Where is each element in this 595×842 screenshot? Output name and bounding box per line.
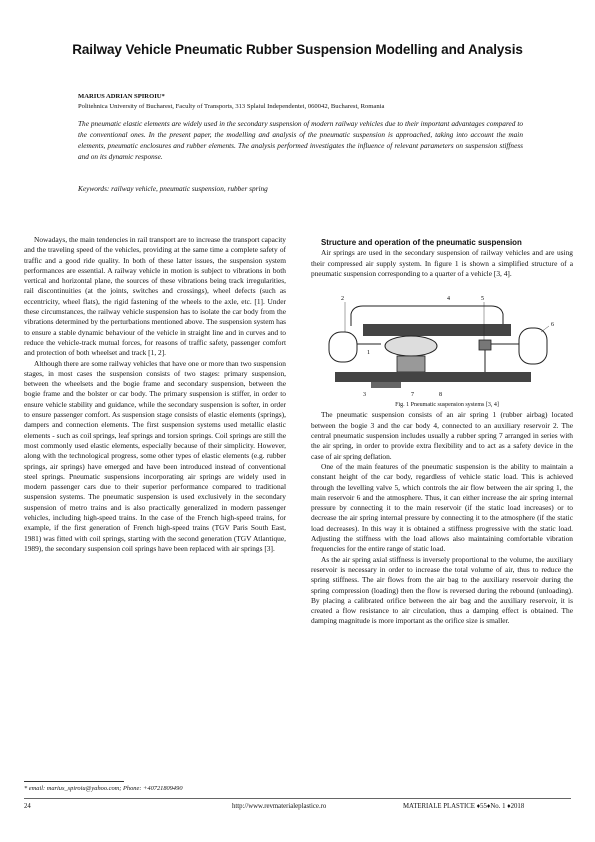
label-4: 4 (447, 296, 450, 303)
label-3: 3 (363, 392, 366, 399)
footnote-divider (24, 781, 124, 782)
label-5: 5 (481, 296, 484, 303)
left-column (24, 235, 286, 554)
journal-url: http://www.revmaterialeplastice.ro (232, 803, 327, 810)
figure-caption: Fig. 1 Pneumatic suspension systems [3, 4] (395, 402, 499, 409)
label-7: 7 (411, 392, 414, 399)
section-heading: Structure and operation of the pneumatic suspension (321, 238, 522, 247)
bogie-support (371, 382, 401, 388)
body-paragraph: The pneumatic suspension consists of an air spring 1 (rubber airbag) located between the bogie 3 and the car body 4, connected to an auxiliary reservoir 2. The central pneumatic suspension includes usually a rubber spring 7 arranged in series with the air spring, in order to provide extra flexibility and to act as a safety device in the case of air spring deflation. (311, 410, 573, 461)
car-body-outline (351, 306, 503, 326)
page-number: 24 (24, 803, 31, 810)
body-paragraph: Air springs are used in the secondary suspension of railway vehicles and are using their compressed air supply system. In figure 1 is shown a simplified structure of a pneumatic suspension corresponding to a quarter of a vehicle [3, 4]. (311, 248, 573, 278)
body-paragraph: One of the main features of the pneumatic suspension is the ability to maintain a constant height of the car body, regardless of vehicle static load. This is achieved through the levelling valve 5, which controls the air flow between the air spring 1, the main reservoir 6 and the atmosphere. Thus, it can either increase the air spring internal pressure by connecting it to the main reservoir (if the static load increases) or to decrease the air spring internal pressure by connecting it to the atmosphere (if the static load decreases). In this way it is obtained a stiffness progressive with the static load. Adjusting the stiffness with the load allows also maintaining comfortable vibration frequencies for the entire range of static load. (311, 461, 573, 554)
label-6: 6 (551, 322, 554, 329)
journal-citation: MATERIALE PLASTICE ♦55♦No. 1 ♦2018 (403, 803, 525, 810)
label-1: 1 (367, 350, 370, 357)
levelling-valve (479, 340, 491, 350)
body-paragraph: Nowadays, the main tendencies in rail transport are to increase the transport capacity and the traveling speed of the vehicles, providing at the same time a complete safety of traffic and a good ride quality. In both of these latter issues, the suspension system performances are essential. A railway vehicle in motion is subject to vibrations in both vertical and horizontal plane, the sources of these vibrations being track irregularities, rail discontinuities (at the joints, switches and crossings), wheel defects (such as eccentricity, wheel flats), the rigid fastening of the wheels to the axle, etc. [1]. Under these circumstances, the railway vehicle suspension has to isolate the car body from the vibrations determined by the perturbations mentioned above. The suspension system has to ensure a stable dynamic behaviour of the vehicle in straight line and in curves and to reduce the vehicle-track mutual forces, for reasons of traffic safety, passenger comfort and protection of both wheelset and track [1, 2]. (24, 235, 286, 358)
air-spring (385, 336, 437, 356)
paper-title: Railway Vehicle Pneumatic Rubber Suspension Modelling and Analysis (72, 42, 523, 57)
main-reservoir (519, 328, 547, 364)
bogie-frame (335, 372, 531, 382)
car-body-beam (363, 324, 511, 336)
leader-line (541, 326, 549, 332)
auxiliary-reservoir (329, 332, 357, 362)
author-affiliation: Politehnica University of Bucharest, Faculty of Transports, 313 Splaiul Independentei, 060042, Bucharest, Romania (78, 103, 385, 110)
right-column (311, 238, 573, 627)
rubber-spring (397, 356, 425, 372)
abstract: The pneumatic elastic elements are widely used in the secondary suspension of modern railway vehicles due to their important advantages compared to the conventional ones. In the present paper, the modelling and analysis of the pneumatic suspension is approached, taking into account the main elements, pneumatic enclosures and rubber elements. The analysis performed investigates the influence of relevant parameters on suspension stiffness and on its dynamic response. (78, 119, 523, 161)
label-2: 2 (341, 296, 344, 303)
body-paragraph: As the air spring axial stiffness is inversely proportional to the volume, the auxiliary reservoir is necessary in order to increase the total volume of air, thus to reduce the spring stiffness. The air flows from the air bag to the auxiliary reservoir during the spring compression (loading) then the flow is reversed during the rebound (unloading). By placing a calibrated orifice between the air bag and the auxiliary reservoir, it is created a flow resistance to air circulation, thus a damping effect is obtained. The damping magnitude is more important as the orifice size is smaller. (311, 554, 573, 626)
suspension-diagram (311, 284, 573, 400)
author-name: MARIUS ADRIAN SPIROIU* (78, 93, 165, 100)
footer-divider (24, 798, 571, 799)
footnote: * email: marius_spiroiu@yahoo.com; Phone: +40721809490 (24, 785, 183, 792)
keywords: Keywords: railway vehicle, pneumatic suspension, rubber spring (78, 184, 268, 193)
figure-pneumatic-suspension (311, 284, 573, 400)
body-paragraph: Although there are some railway vehicles that have one or more than two suspension stages, in most cases the suspension consists of two stages: primary suspension, between the wheelsets and the bogie frame and secondary suspension, between the bogie frame and the bolster or car body. The primary suspension is stiffer, in order to ensure vehicle stability and guidance, while the secondary suspension is softer, in order to ensure passenger comfort. As suspension stage consists of elastic elements (springs), dampers and connection elements. The first suspension systems used metallic elastic elements - such as coil springs, leaf springs and torsion springs. Coil springs are still the most commonly used elastic elements, especially because of their simplicity. However, along with the technological progress, some other types of elastic elements (e.g. rubber springs, air springs) have emerged and have been introduced instead of conventional steel springs. Pneumatic suspensions incorporating air springs are widely used in modern passenger cars due to their superior performance compared to traditional suspension systems. The pneumatic suspension is used exclusively in the secondary suspension of metro trains and is also practically generalized in modern passenger vehicles, including high-speed trains. In the case of the French high-speed trains, for example, if the first generation of French high-speed trains (TGV Paris South East, 1981) was fitted with coil springs, starting with the second generation (TGV Atlantique, 1989), the secondary suspension coil springs have been replaced with air springs [3]. (24, 358, 286, 553)
label-8: 8 (439, 392, 442, 399)
